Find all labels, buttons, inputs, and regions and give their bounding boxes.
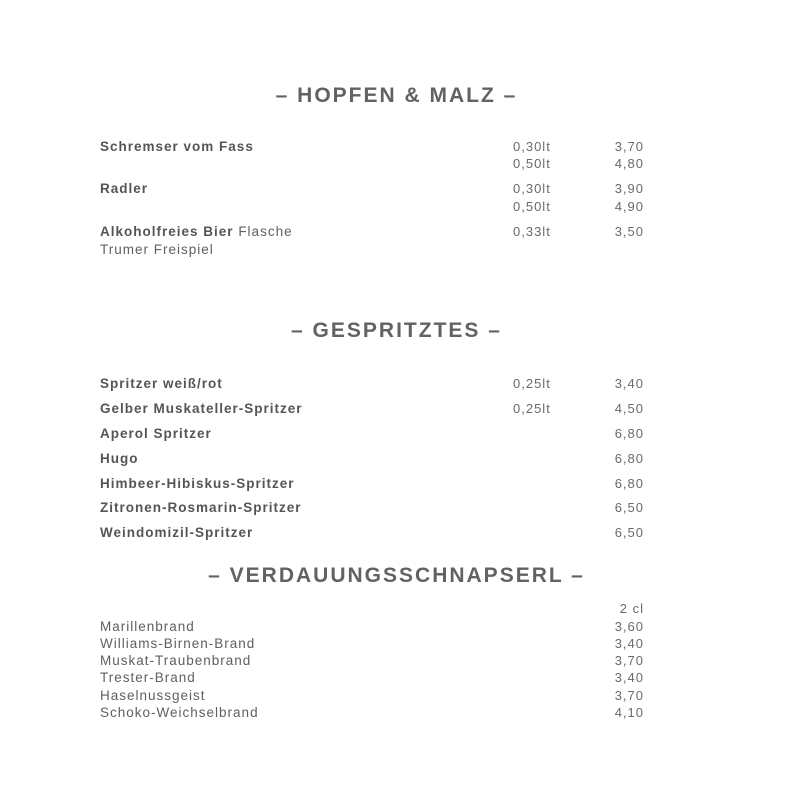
item-suffix: Flasche [238,224,293,239]
menu-item [100,476,660,494]
item-name: Zitronen-Rosmarin-Spritzer [100,500,302,515]
item-price: 6,80 [614,426,644,441]
menu-item-schremser-large [100,156,660,174]
item-price: 4,80 [614,156,644,171]
menu-item-name: Trester-Brand [100,670,196,685]
menu-item-price: 3,40 [614,636,644,651]
menu-item-price: 3,40 [614,670,644,685]
menu-item [100,426,660,444]
item-name: Gelber Muskateller-Spritzer [100,401,303,416]
menu-item-name: Marillenbrand [100,619,195,634]
item-name: Aperol Spritzer [100,426,212,441]
item-size: 0,33lt [513,224,551,239]
item-name: Himbeer-Hibiskus-Spritzer [100,476,295,491]
menu-item-price: 3,60 [614,619,644,634]
menu-item-alkoholfrei [100,224,660,242]
item-size: 0,30lt [513,181,551,196]
menu-item-name: Muskat-Traubenbrand [100,653,252,668]
menu-item-radler [100,181,660,199]
section-heading-gespritztes: – GESPRITZTES – [291,319,502,342]
menu-item [100,500,660,518]
menu-item-price: 3,70 [614,653,644,668]
menu-item [100,376,660,394]
menu-item [100,525,660,543]
item-price: 4,50 [614,401,644,416]
item-size: 0,25lt [513,401,551,416]
menu-item [100,401,660,419]
item-price: 3,70 [614,139,644,154]
menu-item [100,451,660,469]
item-price: 3,90 [614,181,644,196]
item-price: 3,50 [614,224,644,239]
item-name: Radler [100,181,149,196]
item-price: 6,50 [614,500,644,515]
menu-item-price: 3,70 [614,688,644,703]
item-price: 6,50 [614,525,644,540]
menu-item-radler-large [100,199,660,217]
menu-item-name: Williams-Birnen-Brand [100,636,256,651]
item-subtitle: Trumer Freispiel [100,242,214,257]
item-size: 0,50lt [513,156,551,171]
section-heading-schnaps: – VERDAUUNGSSCHNAPSERL – [208,564,585,587]
item-price: 6,80 [614,451,644,466]
section-heading-hopfen: – HOPFEN & MALZ – [275,84,518,107]
menu-item-name: Schoko-Weichselbrand [100,705,259,720]
item-price: 6,80 [614,476,644,491]
menu-item-alkoholfrei-sub [100,242,660,260]
item-name: Schremser vom Fass [100,139,254,154]
item-price: 3,40 [614,376,644,391]
item-name: Alkoholfreies Bier [100,224,234,239]
item-name: Hugo [100,451,139,466]
menu-item-name: Haselnussgeist [100,688,206,703]
item-size: 0,25lt [513,376,551,391]
menu-item-price: 4,10 [614,705,644,720]
unit-label: 2 cl [619,601,644,616]
item-size: 0,30lt [513,139,551,154]
item-name: Spritzer weiß/rot [100,376,223,391]
item-size: 0,50lt [513,199,551,214]
menu-item-schremser [100,139,660,157]
item-price: 4,90 [614,199,644,214]
item-name: Weindomizil-Spritzer [100,525,254,540]
